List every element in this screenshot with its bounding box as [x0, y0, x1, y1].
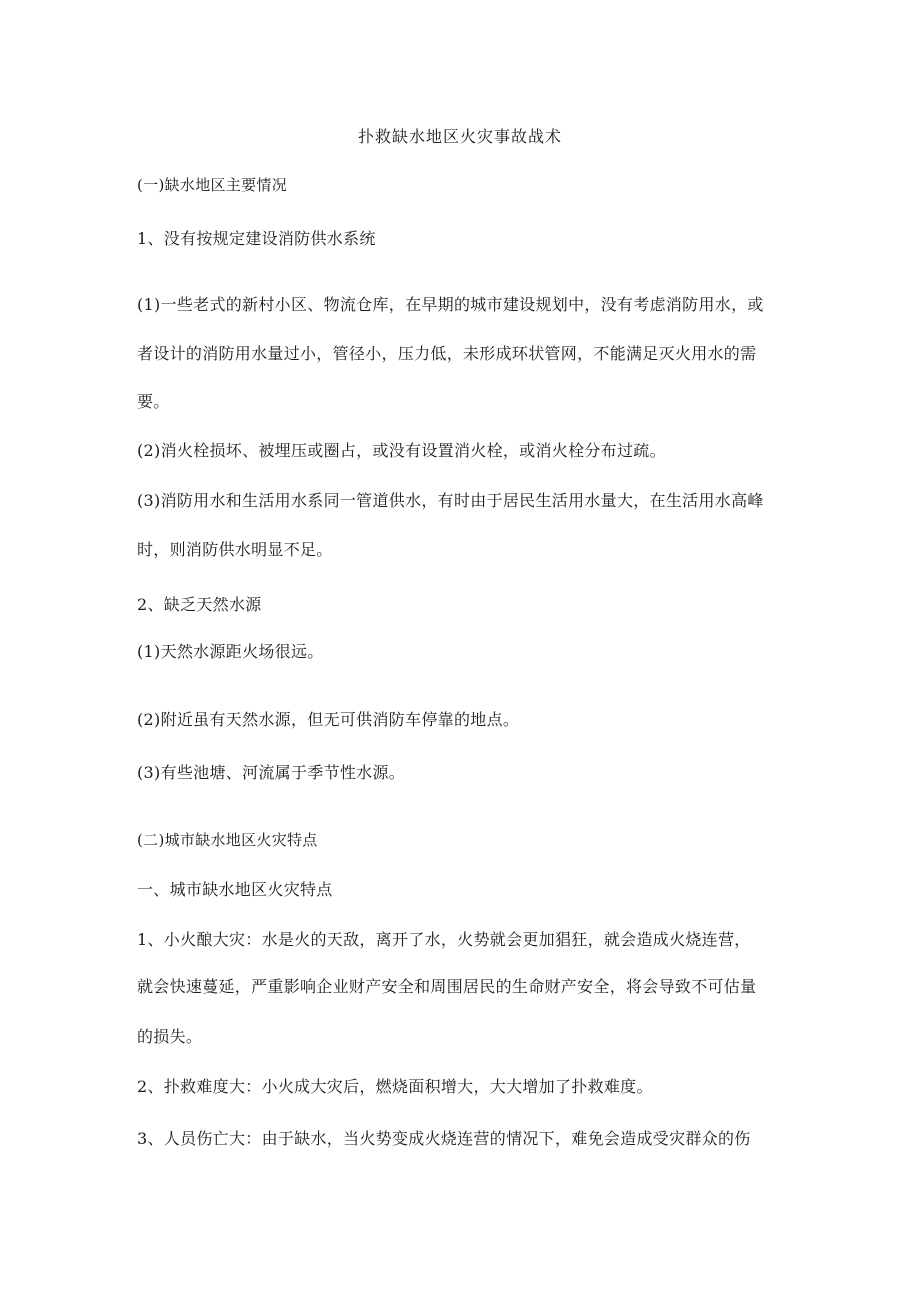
section-heading: (二)城市缺水地区火灾特点	[137, 831, 318, 849]
subsection-heading: 一、城市缺水地区火灾特点	[137, 880, 333, 899]
paragraph-line: (2)消火栓损坏、被埋压或圈占，或没有设置消火栓，或消火栓分布过疏。	[137, 441, 666, 460]
paragraph-line: (3)消防用水和生活用水系同一管道供水，有时由于居民生活用水量大，在生活用水高峰	[137, 491, 764, 510]
paragraph-line: (1)天然水源距火场很远。	[137, 642, 324, 661]
paragraph-line: 时，则消防供水明显不足。	[137, 540, 333, 559]
paragraph-line: 1、小火酿大灾：水是火的天敌，离开了水，火势就会更加猖狂，就会造成火烧连营，	[137, 930, 751, 949]
section-heading: (一)缺水地区主要情况	[137, 176, 288, 194]
subsection-heading: 2、缺乏天然水源	[137, 595, 262, 614]
subsection-heading: 1、没有按规定建设消防供水系统	[137, 229, 376, 248]
paragraph-line: 就会快速蔓延，严重影响企业财产安全和周围居民的生命财产安全，将会导致不可估量	[137, 977, 757, 996]
paragraph-line: 的损失。	[137, 1027, 203, 1046]
paragraph-line: (1)一些老式的新村小区、物流仓库，在早期的城市建设规划中，没有考虑消防用水，或	[137, 295, 764, 314]
paragraph-line: (3)有些池塘、河流属于季节性水源。	[137, 763, 406, 782]
paragraph-line: 2、扑救难度大：小火成大灾后，燃烧面积增大，大大增加了扑救难度。	[137, 1077, 653, 1096]
paragraph-line: 要。	[137, 392, 170, 411]
paragraph-line: 3、人员伤亡大：由于缺水，当火势变成火烧连营的情况下，难免会造成受灾群众的伤	[137, 1129, 751, 1148]
paragraph-line: (2)附近虽有天然水源，但无可供消防车停靠的地点。	[137, 710, 520, 729]
paragraph-line: 者设计的消防用水量过小，管径小，压力低，未形成环状管网，不能满足灭火用水的需	[137, 344, 757, 363]
document-title: 扑救缺水地区火灾事故战术	[357, 127, 562, 146]
